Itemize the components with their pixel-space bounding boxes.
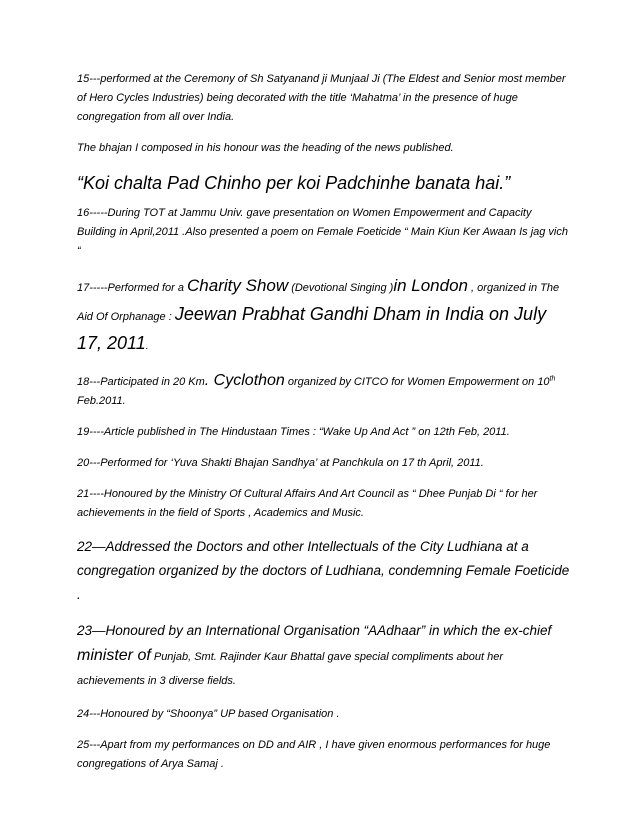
bhajan-note: The bhajan I composed in his honour was the heading of the news published. xyxy=(77,142,454,154)
bhajan-quote: “Koi chalta Pad Chinho per koi Padchinhe banata hai.” xyxy=(77,173,511,193)
item-17-jeewan: Jeewan Prabhat Gandhi Dham in India on July 17, 2011 xyxy=(77,304,547,353)
item-18-prefix: 18---Participated in 20 Km xyxy=(77,376,205,388)
item-18 xyxy=(77,371,572,411)
item-18-rest: organized by CITCO for Women Empowerment on 10 xyxy=(284,376,550,388)
item-20: 20---Performed for ‘Yuva Shakti Bhajan Sandhya’ at Panchkula on 17 th April, 2011. xyxy=(77,457,484,469)
item-23 xyxy=(77,619,572,693)
item-25: 25---Apart from my performances on DD and AIR , I have given enormous performances for huge congregations of Arya Samaj . xyxy=(77,739,551,770)
item-23-minister: minister of xyxy=(77,647,151,664)
item-17-prefix: 17-----Performed for a xyxy=(77,282,188,294)
item-22: 22—Addressed the Doctors and other Intellectuals of the City Ludhiana at a congregation organized by the doctors of Ludhiana, condemning Female Foeticide . xyxy=(77,539,570,602)
item-21: 21----Honoured by the Ministry Of Cultural Affairs And Art Council as “ Dhee Punjab Di “ for her achievements in the field of Sports , Academics and Music. xyxy=(77,488,538,519)
item-23-rest: Punjab, Smt. Rajinder Kaur Bhattal gave special compliments about her achievements in 3 diverse fields. xyxy=(77,651,503,687)
item-19: 19----Article published in The Hindustaan Times : “Wake Up And Act ” on 12th Feb, 2011. xyxy=(77,426,510,438)
item-18-end: Feb.2011. xyxy=(77,395,126,407)
item-17 xyxy=(77,273,572,359)
item-18-cyclothon: Cyclothon xyxy=(209,372,285,389)
item-17-dot: . xyxy=(145,340,149,352)
item-15 xyxy=(77,70,572,127)
document-page xyxy=(77,70,572,786)
item-17-organized: , organized in The Aid Of Orphanage : xyxy=(77,282,560,323)
item-24: 24---Honoured by “Shoonya” UP based Organisation . xyxy=(77,708,340,720)
item-23-prefix: 23—Honoured by an International Organisation “AAdhaar” in which the ex-chief xyxy=(77,623,552,638)
item-17-london: in London xyxy=(393,276,468,295)
item-16: 16-----During TOT at Jammu Univ. gave presentation on Women Empowerment and Capacity Building in April,2011 .Also presented a poem on Female Foeticide “ Main Kiun Ker Awaan Is jag vich “ xyxy=(77,207,568,257)
item-18-dot: . xyxy=(204,372,210,389)
item-18-sup: th xyxy=(549,375,556,383)
item-17-devotional: (Devotional Singing ) xyxy=(288,282,394,294)
item-15-text: 15---performed at the Ceremony of Sh Satyanand ji Munjaal Ji (The Eldest and Senior most member of Hero Cycles Industries) being decorated with the title ‘Mahatma’ in the presence of huge congregation from all over India. xyxy=(77,73,566,123)
item-17-charity: Charity Show xyxy=(187,276,289,295)
